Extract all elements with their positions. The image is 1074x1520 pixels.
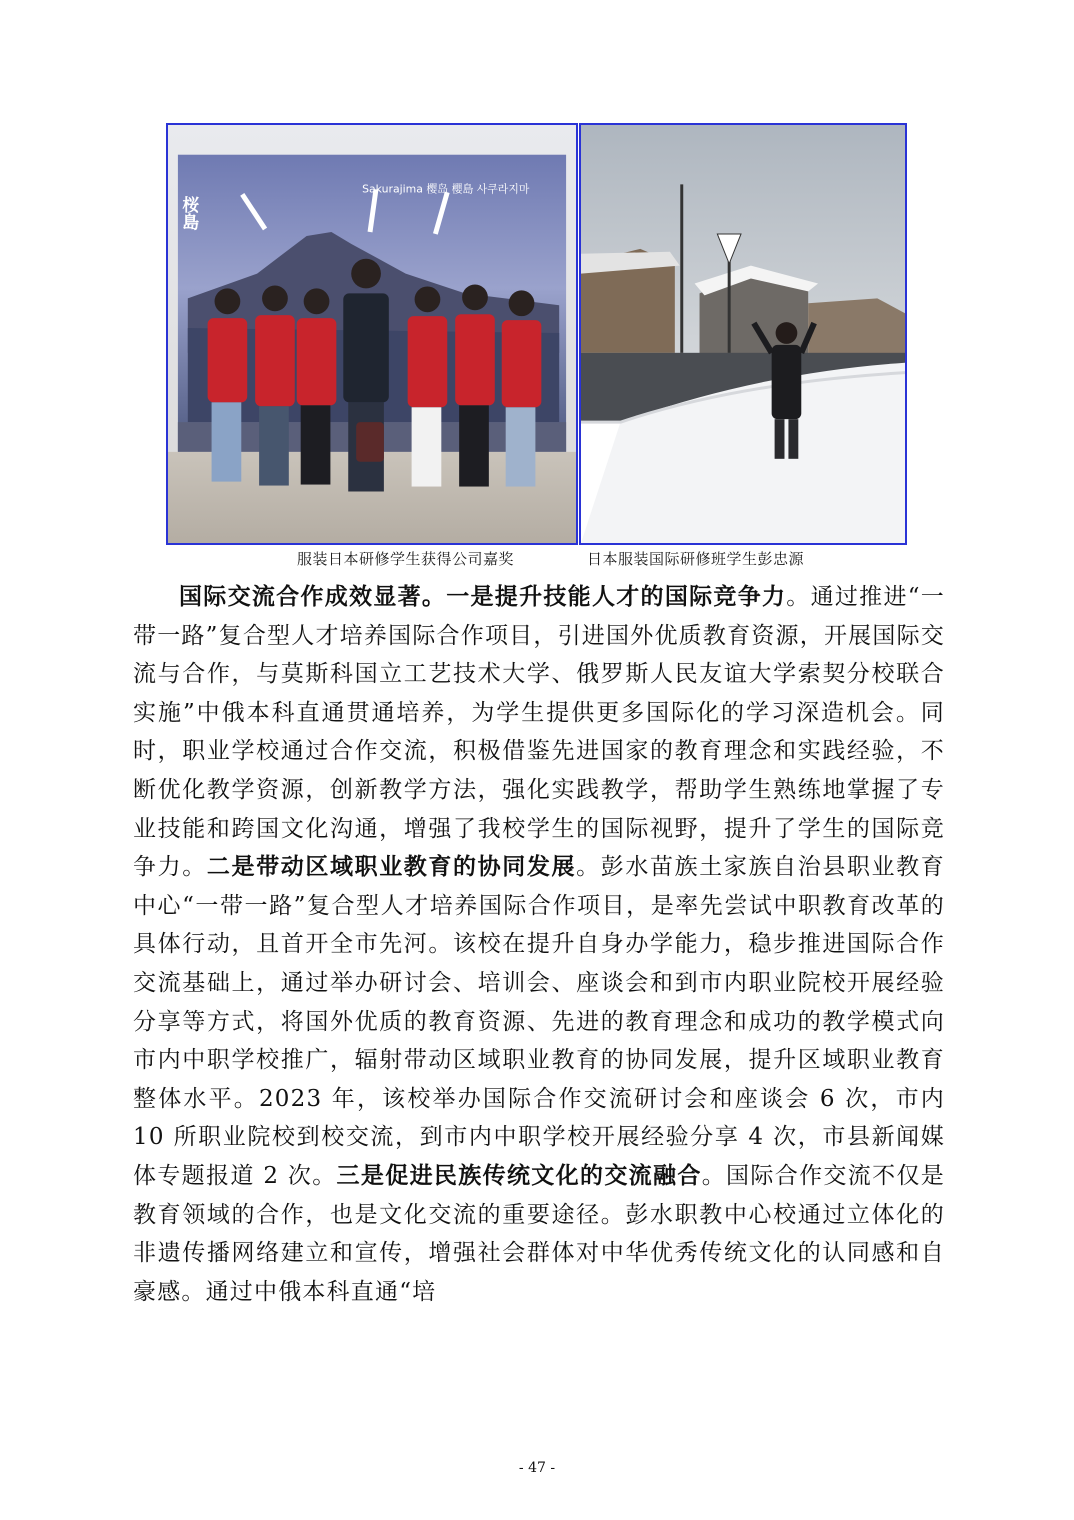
point-three-heading: 三是促进民族传统文化的交流融合 bbox=[336, 1161, 702, 1189]
body-paragraph bbox=[133, 578, 945, 1311]
person-5 bbox=[455, 284, 495, 486]
point-two-heading: 二是带动区域职业教育的协同发展 bbox=[206, 853, 577, 881]
snow-photo bbox=[579, 123, 907, 545]
point-two-text: 。彭水苗族土家族自治县职业教育中心“一带一路”复合型人才培养国际合作项目，是率先尝试中职教育改革的具体行动，且首开全市先河。该校在提升自身办学能力，稳步推进国际合作交流基础上，通过举办研讨会、培训会、座谈会和到市内职业院校开展经验分享等方式，将国外优质的教育资源、先进的教育理念和成功的教学模式向市内中职学校推广，辐射带动区域职业教育的协同发展，提升区域职业教育整体水平。2023 年，该校举办国际合作交流研讨会和座谈会 6 次，市内 10 所职业院校到校交流，到市内中职学校开展经验分享 4 次，市县新闻媒体专题报道 2 次。 bbox=[133, 854, 945, 1189]
poster-title-text: Sakurajima 樱岛 櫻島 사쿠라지마 bbox=[362, 182, 530, 196]
photo-caption-left: 服装日本研修学生获得公司嘉奖 bbox=[297, 550, 515, 568]
snow-photo-illustration bbox=[581, 125, 905, 543]
page-number: - 47 - bbox=[518, 1460, 556, 1476]
poster-vertical-text: 桜島 bbox=[179, 196, 200, 230]
section-heading: 国际交流合作成效显著。 bbox=[179, 583, 447, 610]
paragraph bbox=[133, 578, 945, 1311]
photo-figure bbox=[166, 123, 907, 545]
point-one-heading: 一是提升技能人才的国际竞争力 bbox=[446, 583, 787, 610]
group-photo-illustration bbox=[168, 125, 576, 543]
point-three-text: 。国际合作交流不仅是教育领域的合作，也是文化交流的重要途径。彭水职教中心校通过立体化的非遗传播网络建立和宣传，增强社会群体对中华优秀传统文化的认同感和自豪感。通过中俄本科直通“培 bbox=[133, 1162, 945, 1305]
group-photo-sakurajima bbox=[166, 123, 578, 545]
person-2 bbox=[255, 285, 295, 485]
point-one-text: 。通过推进“一带一路”复合型人才培养国际合作项目，引进国外优质教育资源，开展国际交流与合作，与莫斯科国立工艺技术大学、俄罗斯人民友谊大学索契分校联合实施”中俄本科直通贯通培养，为学生提供更多国际化的学习深造机会。同时，职业学校通过合作交流，积极借鉴先进国家的教育理念和实践经验，不断优化教学资源，创新教学方法，强化实践教学，帮助学生熟练地掌握了专业技能和跨国文化沟通，增强了我校学生的国际视野，提升了学生的国际竞争力。 bbox=[133, 584, 945, 881]
person-teacher bbox=[343, 259, 389, 492]
photo-caption-right: 日本服装国际研修班学生彭忠源 bbox=[587, 550, 805, 568]
